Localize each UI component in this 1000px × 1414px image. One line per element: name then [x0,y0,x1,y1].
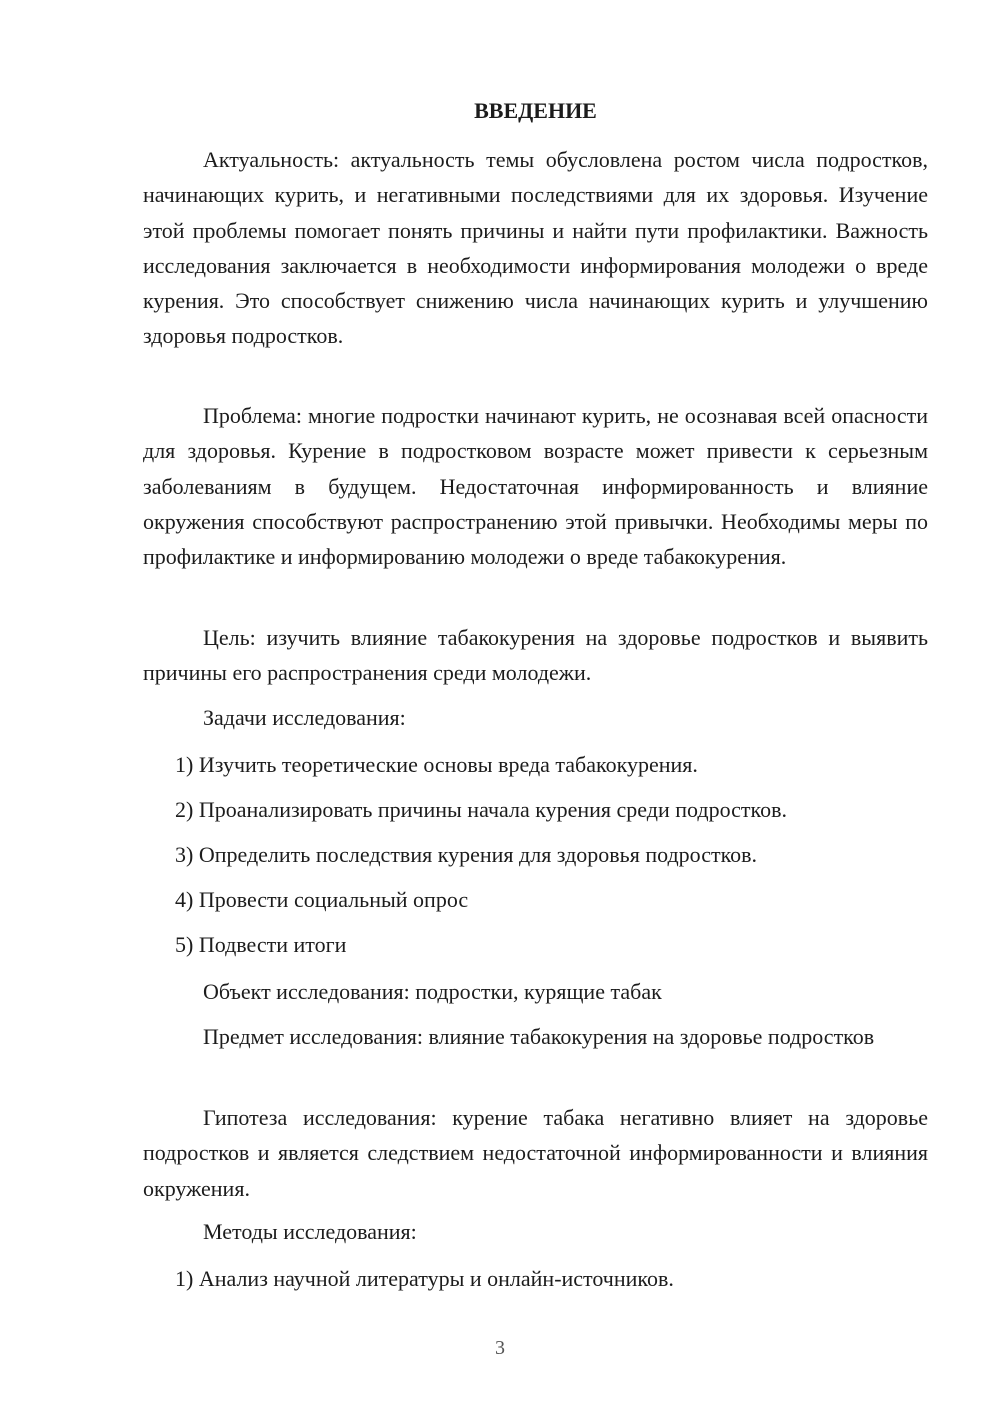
task-item: 1) Изучить теоретические основы вреда табакокурения. [175,752,698,777]
subject-paragraph: Предмет исследования: влияние табакокурения на здоровье подростков [203,1024,875,1049]
tasks-heading: Задачи исследования: [203,705,406,730]
goal-paragraph: Цель: изучить влияние табакокурения на здоровье подростков и выявить причины его распространения среди молодежи. [143,625,928,686]
hypothesis-paragraph: Гипотеза исследования: курение табака негативно влияет на здоровье подростков и является следствием недостаточной информированности и влияния окружения. [143,1105,928,1201]
task-item: 3) Определить последствия курения для здоровья подростков. [175,842,758,867]
methods-heading: Методы исследования: [203,1219,417,1244]
task-item: 2) Проанализировать причины начала курения среди подростков. [175,797,787,822]
relevance-paragraph: Актуальность: актуальность темы обусловлена ростом числа подростков, начинающих курить, и негативными последствиями для их здоровья. Изучение этой проблемы помогает понять причины и найти пути профилактики. Важность исследования заключается в необходимости информирования молодежи о вреде курения. Это способствует снижению числа начинающих курить и улучшению здоровья подростков. [143,147,928,349]
task-item: 5) Подвести итоги [175,932,347,957]
page-number: 3 [495,1337,505,1359]
task-item: 4) Провести социальный опрос [175,887,469,912]
problem-paragraph: Проблема: многие подростки начинают курить, не осознавая всей опасности для здоровья. Курение в подростковом возрасте может привести к серьезным заболеваниям в будущем. Недостаточная информированность и влияние окружения способствуют распространению этой привычки. Необходимы меры по профилактике и информированию молодежи о вреде табакокурения. [143,403,928,570]
section-title: ВВЕДЕНИЕ [474,98,597,123]
object-line: Объект исследования: подростки, курящие табак [203,979,662,1004]
method-item: 1) Анализ научной литературы и онлайн-источников. [175,1266,674,1291]
